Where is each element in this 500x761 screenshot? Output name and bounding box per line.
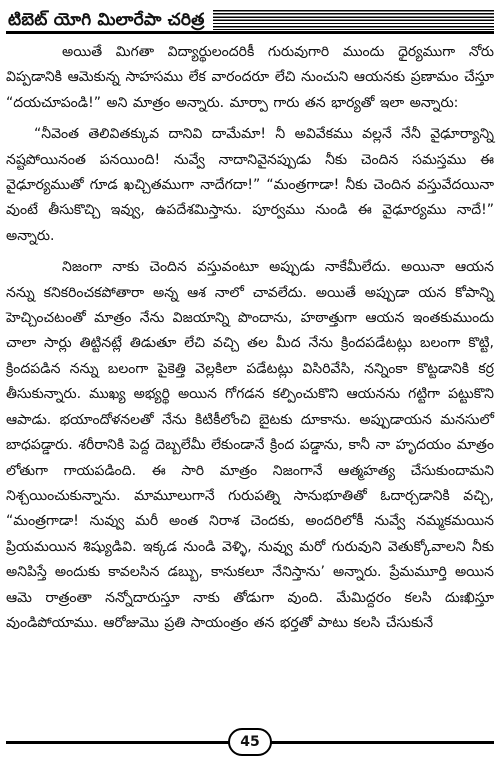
page-number: 45 (228, 728, 272, 756)
page-footer (6, 728, 494, 754)
document-page (6, 4, 494, 754)
page-header (6, 4, 494, 34)
body-text (6, 40, 494, 642)
running-title: టిబెట్ యోగి మిలారేపా చరిత్ర (8, 10, 205, 30)
paragraph-1: అయితే మిగతా విద్యార్థులందరికీ గురువుగారి ముందు ధైర్యముగా నోరు విప్పడానికి ఆమెకున్న సాహసము లేక వారందరూ లేచి నుంచుని ఆయనకు ప్రణామం చేస్తూ “దయచూపండి!” అని మాత్రం అన్నారు. మార్పా గారు తన భార్యతో ఇలా అన్నారు: (6, 44, 494, 111)
header-decorative-rules (213, 10, 494, 30)
paragraph-3: నిజంగా నాకు చెందిన వస్తువంటూ అప్పుడు నాకేమీలేదు. అయినా ఆయన నన్ను కనికరించకపోతారా అన్న ఆశ నాలో చావలేదు. అయితే అప్పుడా యన కోపాన్ని హెచ్చించటంతో మాత్రం నేను విజయాన్ని పొందాను, హఠాత్తుగా ఆయన ఇంతకుముందు చాలా సార్లు తిట్టినట్లే తిడుతూ లేచి వచ్చి తల మీద నేను క్రిందపడేటట్లు బలంగా కొట్టి, క్రిందపడిన నన్ను బలంగా పైకెత్తి వెల్లకిలా పడేటట్లు విసిరివేసి, నన్నింకా కొట్టడానికి కర్ర తీసుకున్నారు. ముఖ్య అభ్యర్థి అయిన గోగడన కల్పించుకొని ఆయనను గట్టిగా పట్టుకొని ఆపాడు. భయాందోళనలతో నేను కిటికీలోంచి బైటకు దూకాను. అప్పుడాయన మనసులో బాధపడ్డారు. శరీరానికి పెద్ద దెబ్బలేమీ లేకుండానే క్రింద పడ్డాను, కానీ నా హృదయం మాత్రం లోతుగా గాయపడింది. ఈ సారి మాత్రం నిజంగానే ఆత్మహత్య చేసుకుందామని నిశ్చయించుకున్నాను. మామూలుగానే గురుపత్ని సానుభూతితో ఓదార్చడానికి వచ్చి, “మంత్రగాడా! నువ్వు మరీ అంత నిరాశ చెందకు, అందరిలోకీ నువ్వే నమ్మకమయిన ప్రియమయిన శిష్యుడివి. ఇక్కడ నుండి వెళ్ళి, నువ్వు మరో గురువుని వెతుక్కోవాలని నీకు అనిపిస్తే అందుకు కావలసిన డబ్బు, కానుకలూ నేనిస్తాను’ అన్నారు. ప్రేమమూర్తి అయిన ఆమె రాత్రంతా నన్నోదారుస్తూ నాకు తోడుగా వుంది. మేమిద్దరం కలసి దుఃఖిస్తూ వుండిపోయాము. ఆరోజుమొ ప్రతి సాయంత్రం తన భర్తతో పాటు కలసి చేసుకునే (6, 259, 494, 631)
paragraph-2: “నీవెంత తెలివితక్కువ దానివి దామేమా! నీ అవివేకము వల్లనే నేనీ వైఢూర్యాన్ని నష్టపోయినంత పనయింది! నువ్వే నాదానివైనప్పుడు నీకు చెందిన సమస్తము ఈ వైఢూర్యముతో గూడ ఖచ్చితముగా నాదేగదా!” “మంత్రగాడా! నీకు చెందిన వస్తువేదయినా వుంటే తీసుకొచ్చి ఇవ్వు, ఉపదేశమిస్తాను. పూర్వము నుండి ఈ వైఢూర్యము నాదే!” అన్నారు. (6, 126, 494, 244)
header-divider (6, 31, 494, 34)
